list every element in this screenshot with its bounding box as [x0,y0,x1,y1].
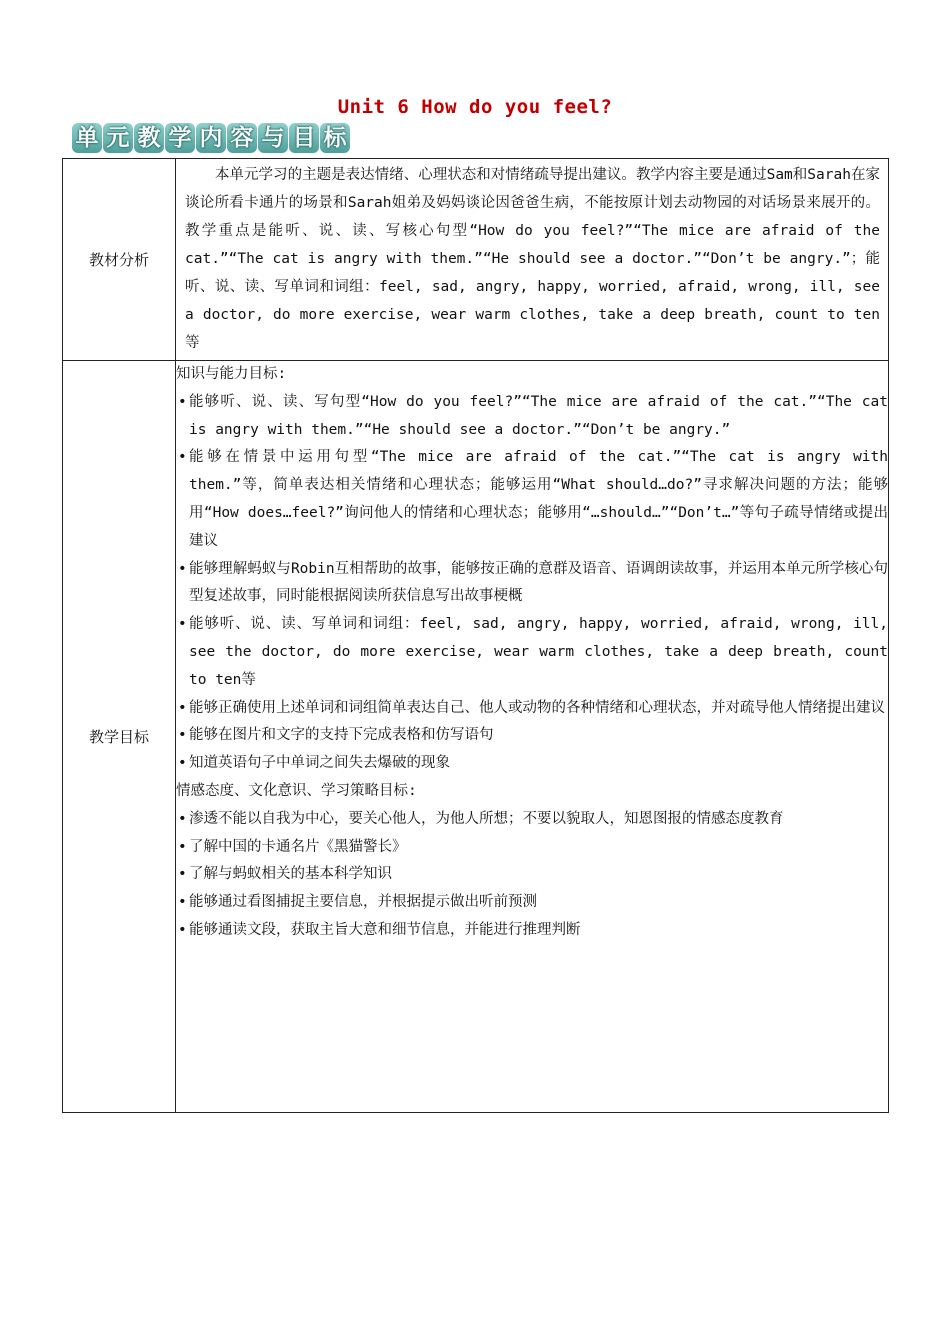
banner-char: 元 [103,123,133,153]
item-text: 能够通过看图捕捉主要信息，并根据提示做出听前预测 [189,894,537,911]
list-item [176,806,888,834]
item-text: 能够在情景中运用句型“The mice are afraid of the cat.”“The cat is angry with them.”等，简单表达相关情绪和心理状态；能够运用“What should…do?”寻求解决问题的方法；能够用“How does…feel?”询问他人的情绪和心理状态；能够用“…should…”“Don’t…”等句子疏导情绪或提出建议 [189,449,888,549]
goals-label: 教学目标 [63,361,176,1113]
list-item [176,750,888,778]
banner-char: 内 [196,123,226,153]
item-text: 了解与蚂蚁相关的基本科学知识 [189,866,392,883]
banner-char: 与 [258,123,288,153]
banner-char: 标 [320,123,350,153]
banner-char: 容 [227,123,257,153]
bullet: • [178,866,187,883]
section-banner [72,123,351,157]
bullet: • [178,755,187,772]
unit-content-table [62,158,889,1113]
banner-char: 目 [289,123,319,153]
item-text: 能够通读文段，获取主旨大意和细节信息，并能进行推理判断 [189,921,581,938]
list-item [176,834,888,862]
item-text: 能够正确使用上述单词和词组简单表达自己、他人或动物的各种情绪和心理状态，并对疏导他人情绪提出建议 [189,699,885,716]
list-item [176,556,888,612]
list-item [176,611,888,694]
bullet: • [178,393,187,410]
banner-char: 学 [165,123,195,153]
item-text: 了解中国的卡通名片《黑猫警长》 [189,838,407,855]
analysis-cell [176,159,889,361]
list-item [176,722,888,750]
bullet: • [178,449,187,466]
analysis-text: 本单元学习的主题是表达情绪、心理状态和对情绪疏导提出建议。教学内容主要是通过Sam和Sarah在家谈论所看卡通片的场景和Sarah姐弟及妈妈谈论因爸爸生病，不能按原计划去动物园的对话场景来展开的。教学重点是能听、说、读、写核心句型“How do you feel?”“The mice are afraid of the cat.”“The cat is angry with them.”“He should see a doctor.”“Don’t be angry.”；能听、说、读、写单词和词组：feel, sad, angry, happy, worried, afraid, wrong, ill, see a doctor, do more exercise, wear warm clothes, take a deep breath, count to ten等 [185,167,880,351]
bullet: • [178,810,187,827]
bullet: • [178,616,187,633]
bullet: • [178,921,187,938]
bullet: • [178,894,187,911]
bullet: • [178,838,187,855]
item-text: 能够理解蚂蚁与Robin互相帮助的故事，能够按正确的意群及语音、语调朗读故事，并运用本单元所学核心句型复述故事，同时能根据阅读所获信息写出故事梗概 [189,560,888,605]
knowledge-goals-heading: 知识与能力目标: [176,366,287,382]
banner-char: 教 [134,123,164,153]
bullet: • [178,727,187,744]
attitude-goals-heading: 情感态度、文化意识、学习策略目标: [176,782,417,799]
banner-char: 单 [72,123,102,153]
item-text: 能够在图片和文字的支持下完成表格和仿写语句 [189,727,494,744]
bullet: • [178,560,187,577]
list-item [176,695,888,723]
item-text: 能够听、说、读、写单词和词组：feel, sad, angry, happy, worried, afraid, wrong, ill, see the doctor, do more exercise, wear warm clothes, take a deep breath, count to ten等 [189,616,888,688]
list-item [176,861,888,889]
list-item [176,917,888,945]
list-item [176,889,888,917]
item-text: 渗透不能以自我为中心，要关心他人，为他人所想；不要以貌取人，知恩图报的情感态度教育 [189,810,784,827]
item-text: 能够听、说、读、写句型“How do you feel?”“The mice are afraid of the cat.”“The cat is angry with them.”“He should see a doctor.”“Don’t be angry.” [189,393,888,438]
page-title: Unit 6 How do you feel? [337,96,613,118]
list-item [176,389,888,445]
item-text: 知道英语句子中单词之间失去爆破的现象 [189,755,450,772]
list-item [176,444,888,555]
bullet: • [178,699,187,716]
goals-cell [176,361,889,1113]
analysis-label: 教材分析 [63,159,176,361]
